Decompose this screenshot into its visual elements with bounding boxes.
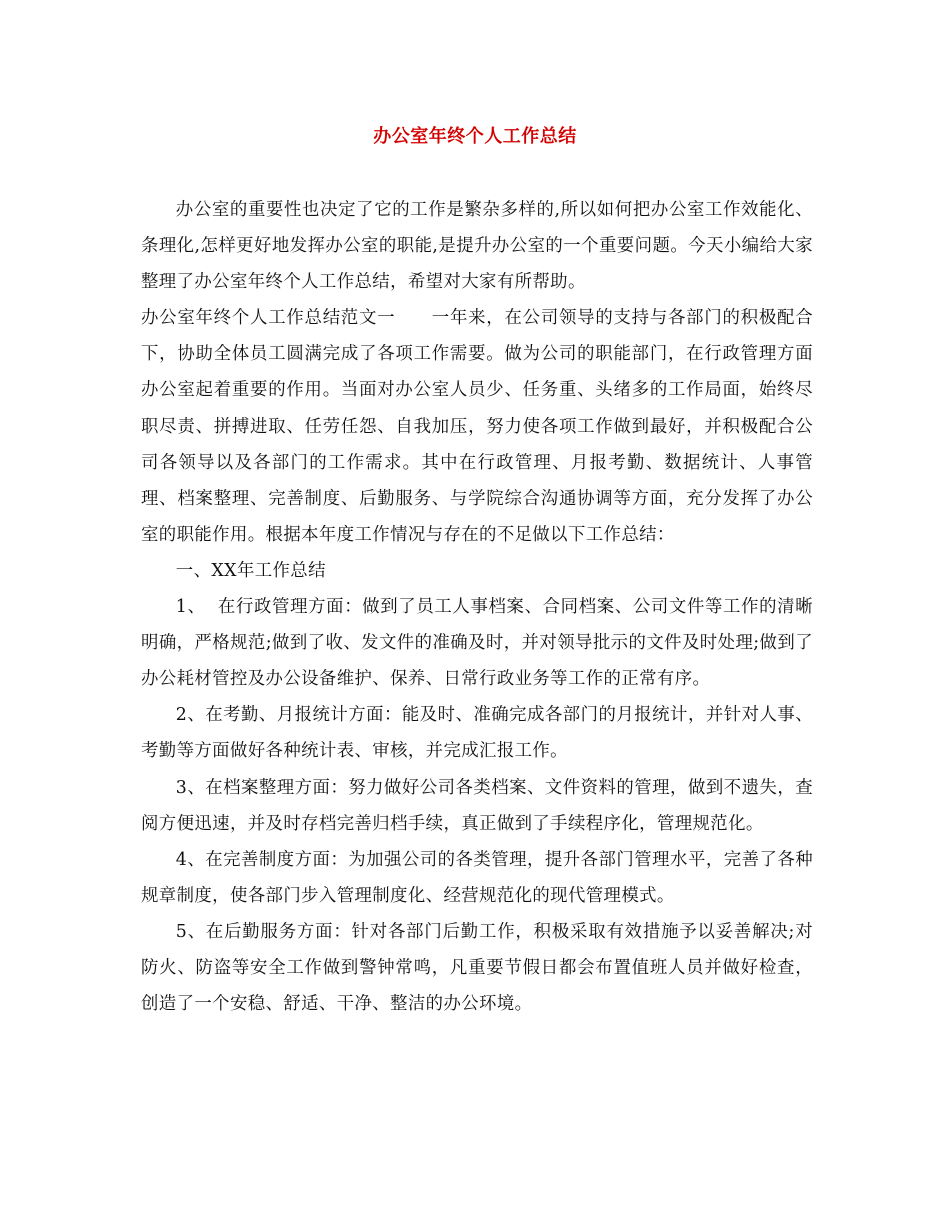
section-body: 一年来，在公司领导的支持与各部门的积极配合下，协助全体员工圆满完成了各项工作需要。做为公司的职能部门，在行政管理方面办公室起着重要的作用。当面对办公室人员少、任务重、头绪多的工作局面，始终尽职尽责、拼搏进取、任劳任怨、自我加压，努力使各项工作做到最好，并积极配合公司各领导以及各部门的工作需求。其中在行政管理、月报考勤、数据统计、人事管理、档案整理、完善制度、后勤服务、与学院综合沟通协调等方面，充分发挥了办公室的职能作用。根据本年度工作情况与存在的不足做以下工作总结： — [141, 308, 813, 545]
subheading: 一、XX年工作总结 — [175, 560, 326, 581]
list-item: 5、在后勤服务方面：针对各部门后勤工作，积极采取有效措施予以妥善解决;对防火、防盗等安全工作做到警钟常鸣，凡重要节假日都会布置值班人员并做好检查，创造了一个安稳、舒适、干净、整洁的办公环境。 — [141, 921, 813, 1015]
document-body — [141, 192, 813, 1022]
list-item: 2、在考勤、月报统计方面：能及时、准确完成各部门的月报统计，并针对人事、考勤等方面做好各种统计表、审核，并完成汇报工作。 — [141, 705, 813, 762]
list-item: 4、在完善制度方面：为加强公司的各类管理，提升各部门管理水平，完善了各种规章制度，使各部门步入管理制度化、经营规范化的现代管理模式。 — [141, 849, 813, 906]
intro-paragraph: 办公室的重要性也决定了它的工作是繁杂多样的,所以如何把办公室工作效能化、条理化,怎样更好地发挥办公室的职能,是提升办公室的一个重要问题。今天小编给大家整理了办公室年终个人工作总结，希望对大家有所帮助。 — [141, 200, 813, 293]
list-item: 1、 在行政管理方面：做到了员工人事档案、合同档案、公司文件等工作的清晰明确，严格规范;做到了收、发文件的准确及时，并对领导批示的文件及时处理;做到了办公耗材管控及办公设备维护、保养、日常行政业务等工作的正常有序。 — [141, 597, 813, 690]
document-title: 办公室年终个人工作总结 — [373, 126, 577, 147]
section-paragraph — [141, 300, 813, 553]
section-heading: 办公室年终个人工作总结范文一 — [141, 308, 396, 329]
list-item: 3、在档案整理方面：努力做好公司各类档案、文件资料的管理，做到不遗失，查阅方便迅速，并及时存档完善归档手续，真正做到了手续程序化，管理规范化。 — [141, 777, 813, 834]
